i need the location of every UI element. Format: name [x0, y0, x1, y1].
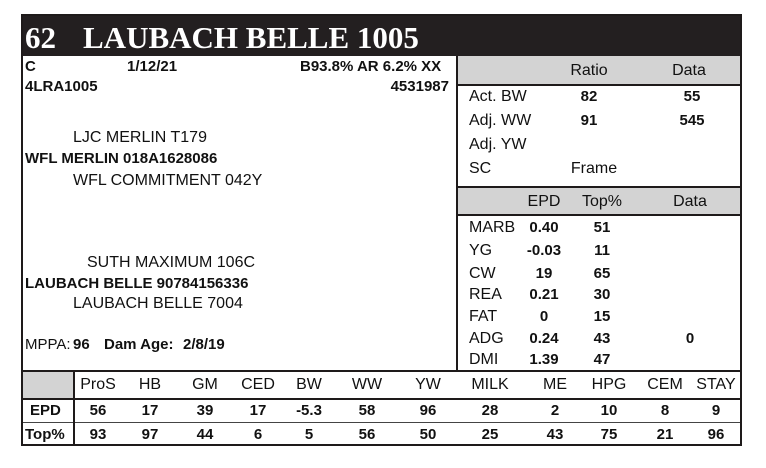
bottom-col-epd: 17 [141, 402, 159, 419]
ratio-row-ratio: 82 [580, 88, 598, 105]
bottom-row-rule [23, 422, 740, 423]
epd-row-value: 1.39 [529, 351, 559, 368]
bottom-col-top: 6 [253, 426, 263, 443]
epd-row-top: 30 [593, 286, 611, 303]
data-header: Data [672, 62, 706, 79]
bottom-col-header: BW [296, 376, 322, 393]
bottom-col-header: HB [138, 376, 162, 393]
bottom-col-header: CEM [647, 376, 683, 393]
ratio-row-label: SC [469, 160, 492, 177]
epd-row-top: 47 [593, 351, 611, 368]
dam: LAUBACH BELLE 90784156336 [25, 275, 249, 292]
dam-dam: LAUBACH BELLE 7004 [73, 295, 243, 312]
bottom-col-header: CED [241, 376, 275, 393]
epd-row-top: 11 [594, 242, 610, 259]
registration-number: 4531987 [390, 78, 449, 95]
bottom-col-epd: 8 [660, 402, 670, 419]
dam-sire: SUTH MAXIMUM 106C [87, 254, 256, 271]
dam-age-label: Dam Age: [104, 336, 174, 353]
epd-row-label: ADG [469, 330, 504, 347]
sire: WFL MERLIN 018A1628086 [25, 150, 218, 167]
bottom-col-top: 75 [600, 426, 618, 443]
ratio-header-rule [458, 84, 740, 86]
mppa-value: 96 [73, 336, 90, 353]
animal-name: LAUBACH BELLE 1005 [83, 20, 419, 55]
bottom-col-top: 5 [304, 426, 314, 443]
epd-data-header: Data [673, 193, 707, 210]
epd-row-value: -0.03 [526, 242, 562, 259]
bottom-col-top: 43 [546, 426, 564, 443]
bottom-col-epd: 17 [249, 402, 267, 419]
bottom-col-header: WW [351, 376, 383, 393]
bottom-col-top: 44 [196, 426, 214, 443]
ratio-row-data: 55 [683, 88, 701, 105]
epd-header-rule [458, 214, 740, 216]
bottom-col-epd: 56 [89, 402, 107, 419]
bottom-col-top: 97 [141, 426, 159, 443]
bottom-col-epd: 96 [419, 402, 437, 419]
bottom-col-top: 25 [481, 426, 499, 443]
bottom-col-top: 50 [419, 426, 437, 443]
bottom-col-header: ProS [80, 376, 116, 393]
sire-dam: WFL COMMITMENT 042Y [73, 172, 263, 189]
bottom-col-epd: 10 [600, 402, 618, 419]
epd-header: EPD [527, 193, 561, 210]
birth-date: 1/12/21 [127, 58, 178, 75]
bottom-col-top: 56 [358, 426, 376, 443]
tag-number: 4LRA1005 [25, 78, 98, 95]
bottom-col-epd: 9 [711, 402, 721, 419]
bottom-col-header: GM [192, 376, 218, 393]
breed-composition: B93.8% AR 6.2% XX [300, 58, 442, 75]
bottom-col-epd: -5.3 [296, 402, 322, 419]
epd-row-top: 15 [593, 308, 611, 325]
bottom-col-epd: 28 [481, 402, 499, 419]
bottom-col-header: MILK [471, 376, 509, 393]
epd-row-value: 19 [535, 265, 553, 282]
epd-row-data: 0 [685, 330, 695, 347]
dam-age: 2/8/19 [183, 336, 225, 353]
bottom-col-epd: 39 [196, 402, 214, 419]
ratio-row-ratio: 91 [580, 112, 598, 129]
epd-row-top: 65 [593, 265, 611, 282]
epd-row-top: 51 [593, 219, 611, 236]
ratio-header: Ratio [570, 62, 608, 79]
epd-row-label: MARB [469, 219, 516, 236]
bottom-col-header: YW [415, 376, 441, 393]
epd-row-value: 0.21 [529, 286, 559, 303]
epd-row-value: 0 [539, 308, 549, 325]
epd-row-value: 0.24 [529, 330, 559, 347]
bottom-header-rule [23, 398, 740, 400]
frame-label: Frame [570, 160, 618, 177]
top-header: Top% [581, 193, 623, 210]
ratio-row-data: 545 [679, 112, 705, 129]
bottom-epd-label: EPD [30, 402, 61, 419]
bottom-col-header: HPG [591, 376, 627, 393]
title-bar [23, 16, 740, 56]
ratio-row-label: Adj. WW [469, 112, 532, 129]
epd-row-label: FAT [469, 308, 498, 325]
epd-row-label: CW [469, 265, 496, 282]
epd-row-label: DMI [469, 351, 499, 368]
bottom-col-header: STAY [696, 376, 736, 393]
lot-number: 62 [25, 20, 56, 55]
animal-card [21, 14, 742, 446]
bottom-top-rule [23, 370, 740, 372]
sire-sire: LJC MERLIN T179 [73, 129, 207, 146]
bottom-col-top: 21 [656, 426, 674, 443]
ratio-row-label: Adj. YW [469, 136, 527, 153]
epd-row-top: 43 [593, 330, 611, 347]
epd-row-label: YG [469, 242, 493, 259]
epd-row-label: REA [469, 286, 502, 303]
ratio-row-label: Act. BW [469, 88, 527, 105]
mppa-label: MPPA: [25, 336, 71, 353]
epd-row-value: 0.40 [529, 219, 559, 236]
bottom-col-epd: 2 [550, 402, 560, 419]
sex: C [25, 58, 36, 75]
bottom-top-label: Top% [25, 426, 65, 443]
bottom-col-epd: 58 [358, 402, 376, 419]
bottom-col-header: ME [543, 376, 567, 393]
bottom-col-top: 93 [89, 426, 107, 443]
bottom-col-top: 96 [707, 426, 725, 443]
bottom-corner-bg [23, 372, 73, 398]
